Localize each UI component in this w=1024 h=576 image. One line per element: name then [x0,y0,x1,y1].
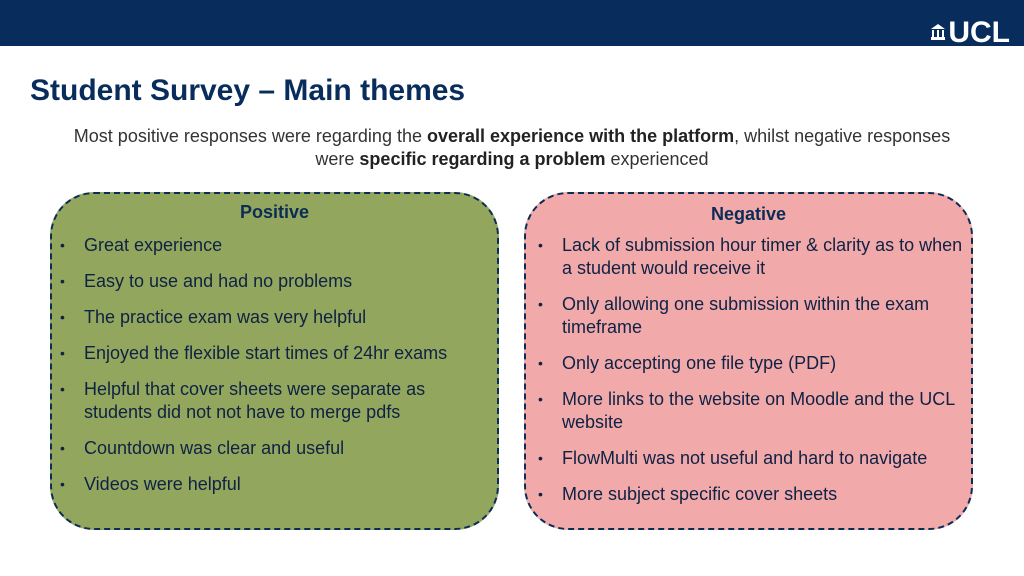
bullet-icon: • [538,296,543,312]
positive-item-text: Countdown was clear and useful [84,438,345,458]
bullet-icon: • [60,309,65,325]
positive-panel [50,192,499,530]
header-bar [0,0,1024,49]
positive-item [58,437,488,460]
negative-item [536,447,966,470]
positive-item [58,342,488,365]
bullet-icon: • [538,450,543,466]
positive-item-text: The practice exam was very helpful [84,307,367,327]
positive-item-text: Easy to use and had no problems [84,271,353,291]
portico-icon [931,24,945,40]
negative-item [536,388,966,434]
ucl-logo [931,16,1010,49]
negative-item-text: Only allowing one submission within the exam timeframe [562,294,930,337]
positive-heading: Positive [239,202,310,222]
negative-item-text: Only accepting one file type (PDF) [562,353,837,373]
bullet-icon: • [538,355,543,371]
subtitle-text-1: Most positive responses were regarding the [73,126,427,146]
positive-item [58,234,488,257]
bullet-icon: • [538,237,543,253]
bullet-icon: • [60,381,65,397]
positive-item [58,270,488,293]
bullet-icon: • [60,476,65,492]
positive-list [58,234,488,509]
subtitle-text-3: experienced [605,149,709,169]
negative-item [536,234,966,280]
bullet-icon: • [60,440,65,456]
positive-item-text: Great experience [84,235,223,255]
bullet-icon: • [538,486,543,502]
positive-item-text: Helpful that cover sheets were separate as students did not not have to merge pdfs [84,379,426,422]
negative-item-text: FlowMulti was not useful and hard to navigate [562,448,928,468]
negative-item [536,352,966,375]
negative-item [536,293,966,339]
bullet-icon: • [60,345,65,361]
logo-text: UCL [948,16,1010,49]
positive-item-text: Enjoyed the flexible start times of 24hr exams [84,343,448,363]
negative-panel [524,192,973,530]
subtitle-bold-2: specific regarding a problem [359,149,606,169]
bullet-icon: • [60,273,65,289]
bullet-icon: • [60,237,65,253]
positive-item [58,378,488,424]
positive-item [58,473,488,496]
bullet-icon: • [538,391,543,407]
subtitle [60,125,964,171]
positive-item [58,306,488,329]
subtitle-text-2: , whilst negative responses were [315,126,951,169]
subtitle-bold-1: overall experience with the platform [426,126,735,146]
page-title: Student Survey – Main themes [30,74,466,107]
negative-item [536,483,966,506]
negative-list [536,234,966,519]
positive-item-text: Videos were helpful [84,474,241,494]
negative-item-text: More links to the website on Moodle and the UCL website [562,389,955,432]
negative-heading: Negative [710,204,787,224]
negative-item-text: More subject specific cover sheets [562,484,838,504]
negative-item-text: Lack of submission hour timer & clarity as to when a student would receive it [562,235,963,278]
